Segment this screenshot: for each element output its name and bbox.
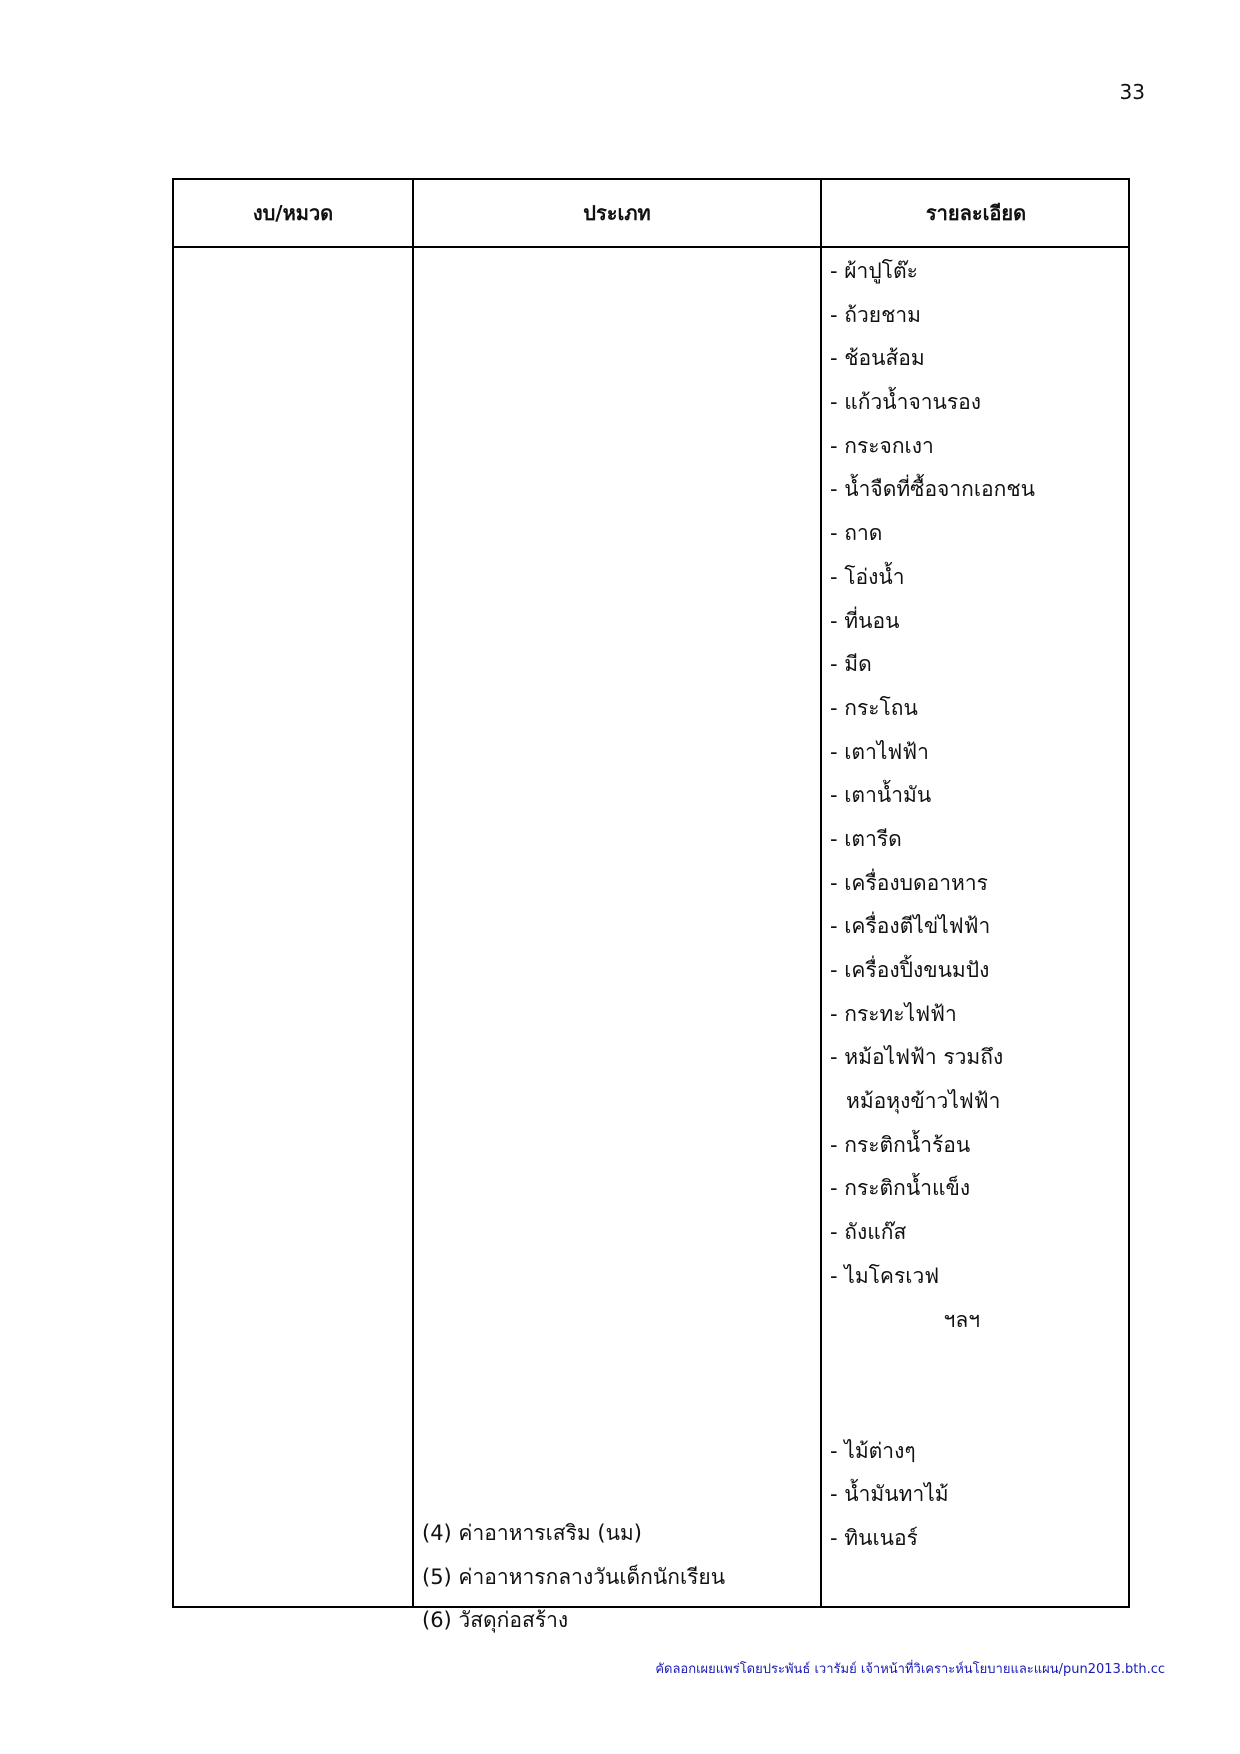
- detail-item: - เตาไฟฟ้า: [830, 739, 929, 764]
- detail-item: - ช้อนส้อม: [830, 346, 925, 371]
- detail-item: - กระติกน้ำแข็ง: [830, 1176, 971, 1201]
- detail-item: - กระทะไฟฟ้า: [830, 1001, 957, 1026]
- detail-item: - เตาน้ำมัน: [830, 783, 932, 808]
- detail-item: - เตารีด: [830, 826, 902, 851]
- details-list: [830, 250, 1120, 1561]
- detail-item: - ทินเนอร์: [830, 1525, 918, 1550]
- detail-etc: ฯลฯ: [943, 1307, 980, 1332]
- detail-item: - น้ำมันทาไม้: [830, 1482, 949, 1507]
- detail-blank: [830, 1342, 1120, 1386]
- type-item: (6) วัสดุก่อสร้าง: [422, 1608, 569, 1633]
- detail-item-continuation: หม้อหุงข้าวไฟฟ้า: [846, 1089, 1001, 1114]
- table-header-row: [174, 180, 1128, 248]
- detail-item: - ถาด: [830, 521, 883, 546]
- header-details: รายละเอียด: [925, 201, 1027, 225]
- detail-item: - ถังแก๊ส: [830, 1220, 907, 1245]
- detail-item: - แก้วน้ำจานรอง: [830, 390, 982, 415]
- type-item: (5) ค่าอาหารกลางวันเด็กนักเรียน: [422, 1564, 726, 1589]
- detail-item: - น้ำจืดที่ซื้อจากเอกชน: [830, 477, 1035, 502]
- detail-item: - กระจกเงา: [830, 433, 934, 458]
- types-list: [422, 1512, 812, 1643]
- header-budget-category: งบ/หมวด: [252, 201, 334, 225]
- detail-item: - มีด: [830, 652, 872, 677]
- type-item: (4) ค่าอาหารเสริม (นม): [422, 1521, 642, 1545]
- header-type: ประเภท: [583, 201, 651, 225]
- page-number: 33: [1119, 80, 1145, 104]
- column-divider-1: [412, 180, 414, 1606]
- detail-item: - ไม้ต่างๆ: [830, 1438, 916, 1463]
- footer-credit: คัดลอกเผยแพร่โดยประพันธ์ เวารัมย์ เจ้าหน้าที่วิเคราะห์นโยบายและแผน/pun2013.bth.cc: [655, 1662, 1165, 1677]
- detail-item: - ไมโครเวฟ: [830, 1263, 940, 1288]
- column-divider-2: [820, 180, 822, 1606]
- detail-item: - เครื่องปิ้งขนมปัง: [830, 958, 990, 982]
- detail-item: - กระโถน: [830, 695, 918, 720]
- detail-item: - เครื่องตีไข่ไฟฟ้า: [830, 914, 991, 939]
- detail-item: - เครื่องบดอาหาร: [830, 870, 988, 895]
- detail-blank: [830, 1386, 1120, 1430]
- detail-item: - โอ่งน้ำ: [830, 564, 905, 589]
- detail-item: - ถ้วยชาม: [830, 302, 921, 327]
- budget-table: [172, 178, 1130, 1633]
- detail-item: - หม้อไฟฟ้า รวมถึง: [830, 1045, 1004, 1070]
- detail-item: - กระติกน้ำร้อน: [830, 1132, 971, 1157]
- detail-item: - ผ้าปูโต๊ะ: [830, 259, 918, 283]
- detail-item: - ที่นอน: [830, 608, 900, 633]
